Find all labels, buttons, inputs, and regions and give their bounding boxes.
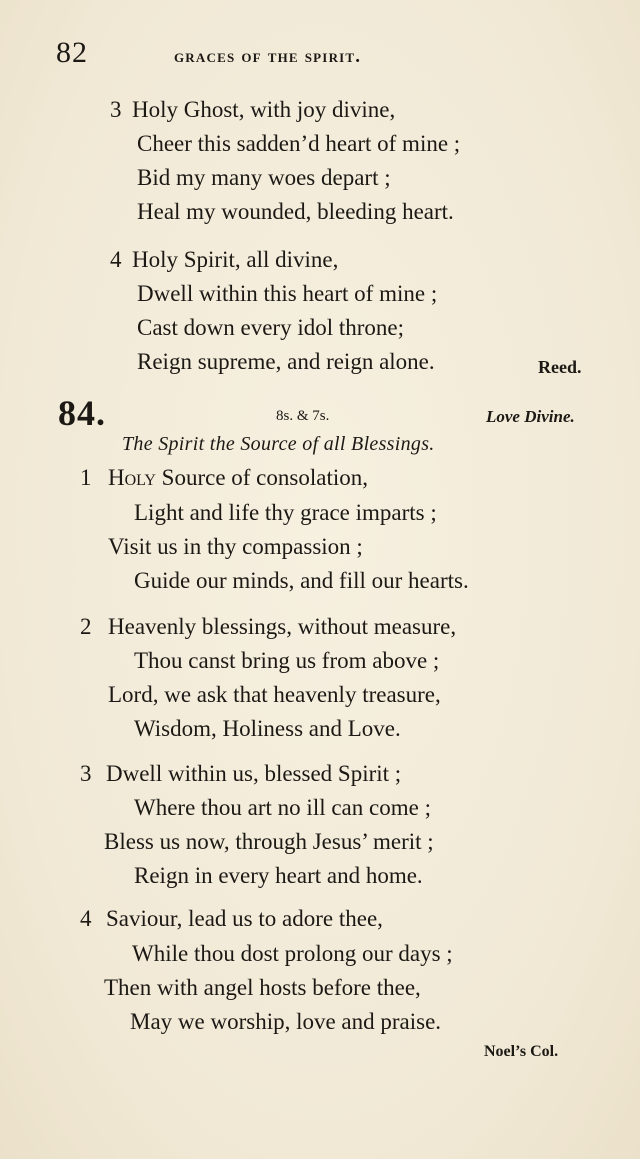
page-number: 82 bbox=[56, 36, 88, 69]
hymn-meter: 8s. & 7s. bbox=[276, 408, 330, 424]
running-title: graces of the spirit. bbox=[174, 46, 362, 67]
prev-verse-3-line-1: 3 Holy Ghost, with joy divine, bbox=[110, 97, 396, 122]
hymn-verse-2-line-2: Thou canst bring us from above ; bbox=[134, 648, 440, 673]
previous-hymn-author: Reed. bbox=[538, 357, 582, 377]
verse-number: 4 bbox=[80, 906, 92, 931]
verse-number: 3 bbox=[80, 761, 92, 786]
hymn-verse-1-line-1: 1 Holy Source of consolation, bbox=[80, 465, 368, 490]
prev-verse-4-line-3: Cast down every idol throne; bbox=[137, 315, 405, 340]
hymn-verse-2-line-4: Wisdom, Holiness and Love. bbox=[134, 716, 401, 741]
hymn-source: Noel’s Col. bbox=[484, 1043, 559, 1060]
hymn-tune: Love Divine. bbox=[486, 407, 575, 426]
prev-verse-3-line-3: Bid my many woes depart ; bbox=[137, 165, 391, 190]
verse-number: 4 bbox=[110, 247, 122, 272]
hymn-verse-2-line-1: 2 Heavenly blessings, without measure, bbox=[80, 614, 457, 639]
verse-number: 2 bbox=[80, 614, 92, 639]
hymn-subtitle: The Spirit the Source of all Blessings. bbox=[122, 433, 435, 455]
hymn-verse-1-line-3: Visit us in thy compassion ; bbox=[108, 534, 363, 559]
verse-number: 1 bbox=[80, 465, 92, 490]
prev-verse-4-line-1: 4 Holy Spirit, all divine, bbox=[110, 247, 339, 272]
verse-number: 3 bbox=[110, 97, 122, 122]
hymn-verse-4-line-2: While thou dost prolong our days ; bbox=[132, 941, 453, 966]
hymn-verse-3-line-4: Reign in every heart and home. bbox=[134, 863, 423, 888]
hymn-verse-3-line-2: Where thou art no ill can come ; bbox=[134, 795, 431, 820]
prev-verse-4-line-4: Reign supreme, and reign alone. bbox=[137, 349, 435, 374]
running-head bbox=[56, 36, 596, 76]
hymn-verse-3-line-3: Bless us now, through Jesus’ merit ; bbox=[104, 829, 434, 854]
hymn-verse-3-line-1: 3 Dwell within us, blessed Spirit ; bbox=[80, 761, 402, 786]
hymn-verse-4-line-3: Then with angel hosts before thee, bbox=[104, 975, 421, 1000]
hymn-verse-4-line-1: 4 Saviour, lead us to adore thee, bbox=[80, 906, 383, 931]
prev-verse-3-line-2: Cheer this sadden’d heart of mine ; bbox=[137, 131, 461, 156]
hymn-verse-1-line-2: Light and life thy grace imparts ; bbox=[134, 500, 437, 525]
verse-first-word: Holy bbox=[108, 465, 156, 490]
hymn-verse-1-line-4: Guide our minds, and fill our hearts. bbox=[134, 568, 469, 593]
prev-verse-3-line-4: Heal my wounded, bleeding heart. bbox=[137, 199, 454, 224]
hymn-number: 84. bbox=[58, 393, 106, 433]
prev-verse-4-line-2: Dwell within this heart of mine ; bbox=[137, 281, 438, 306]
hymn-verse-2-line-3: Lord, we ask that heavenly treasure, bbox=[108, 682, 441, 707]
hymn-verse-4-line-4: May we worship, love and praise. bbox=[130, 1009, 442, 1034]
